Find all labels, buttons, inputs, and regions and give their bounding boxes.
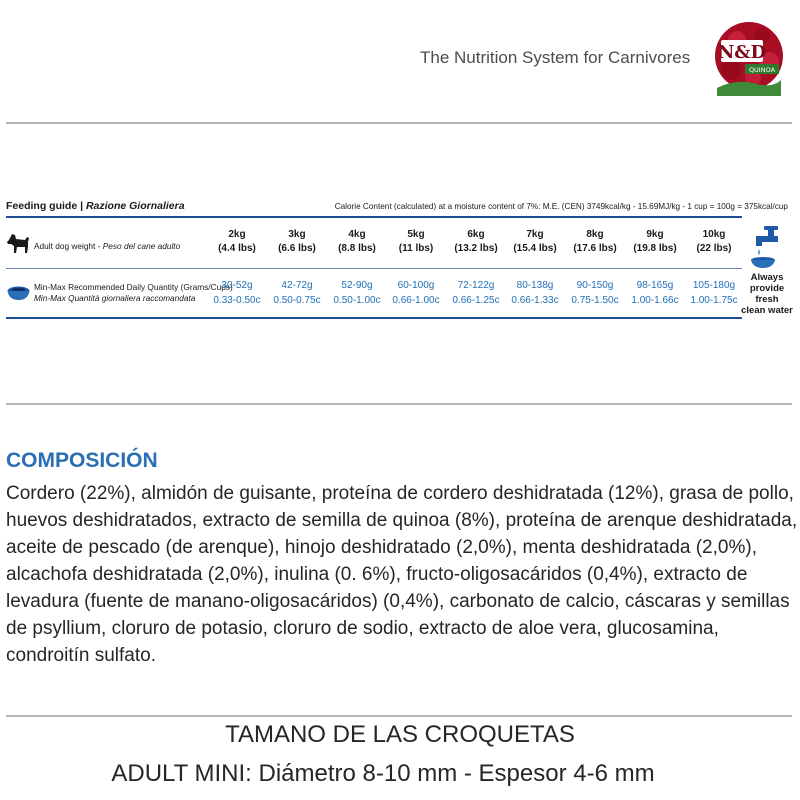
quantity-cell bbox=[207, 278, 267, 308]
quantity-grams: 90-150g bbox=[576, 280, 614, 291]
quantity-cups: 0.33-0.50c bbox=[213, 295, 261, 306]
weight-label-it: Peso del cane adulto bbox=[102, 241, 181, 251]
water-line: Always bbox=[750, 272, 784, 283]
quantity-cell bbox=[505, 278, 565, 308]
quantity-row-label bbox=[34, 282, 233, 304]
quantity-cell bbox=[267, 278, 327, 308]
weight-lbs: (6.6 lbs) bbox=[278, 243, 316, 254]
nd-quinoa-logo bbox=[707, 18, 785, 96]
divider bbox=[6, 122, 792, 124]
kibble-size-title: TAMANO DE LAS CROQUETAS bbox=[225, 721, 575, 748]
weight-kg: 4kg bbox=[348, 229, 366, 240]
weight-kg: 8kg bbox=[586, 229, 604, 240]
composition-title: COMPOSICIÓN bbox=[6, 449, 158, 472]
weight-kg: 10kg bbox=[702, 229, 726, 240]
weight-cell bbox=[267, 228, 327, 256]
quantity-grams: 98-165g bbox=[636, 280, 674, 291]
quantity-cups: 0.66-1.33c bbox=[511, 295, 559, 306]
weight-label-en: Adult dog weight bbox=[34, 241, 96, 251]
quantity-grams: 60-100g bbox=[397, 280, 435, 291]
table-rule bbox=[6, 268, 742, 269]
weight-cell bbox=[625, 228, 685, 256]
food-bowl-icon bbox=[6, 284, 31, 302]
weight-lbs: (13.2 lbs) bbox=[454, 243, 498, 254]
calorie-content: Calorie Content (calculated) at a moisture content of 7%: M.E. (CEN) 3749kcal/kg - 15.69MJ/kg - 1 cup = 100g = 375kcal/cup bbox=[334, 202, 788, 211]
weight-kg: 5kg bbox=[407, 229, 425, 240]
quantity-grams: 52-90g bbox=[341, 280, 373, 291]
water-line: clean water bbox=[741, 305, 793, 316]
kibble-size-value: ADULT MINI: Diámetro 8-10 mm - Espesor 4-6 mm bbox=[111, 760, 655, 787]
quantity-cups: 0.50-0.75c bbox=[273, 295, 321, 306]
qty-label-it: Min-Max Quantità giornaliera raccomandata bbox=[34, 293, 196, 303]
weight-lbs: (4.4 lbs) bbox=[218, 243, 256, 254]
svg-text:N&D: N&D bbox=[717, 42, 767, 63]
quantity-cell bbox=[327, 278, 387, 308]
quantity-cups: 0.50-1.00c bbox=[333, 295, 381, 306]
weight-lbs: (11 lbs) bbox=[398, 243, 434, 254]
weight-lbs: (22 lbs) bbox=[696, 243, 732, 254]
divider bbox=[6, 403, 792, 405]
weight-cell bbox=[446, 228, 506, 256]
quantity-cell bbox=[625, 278, 685, 308]
weight-lbs: (19.8 lbs) bbox=[633, 243, 677, 254]
quantity-cell bbox=[684, 278, 744, 308]
weight-kg: 9kg bbox=[646, 229, 664, 240]
weight-kg: 3kg bbox=[288, 229, 306, 240]
weight-lbs: (15.4 lbs) bbox=[513, 243, 557, 254]
quantity-cups: 0.75-1.50c bbox=[571, 295, 619, 306]
feeding-guide-title-en: Feeding guide bbox=[6, 200, 78, 212]
table-rule bbox=[6, 317, 742, 319]
quantity-cups: 1.00-1.66c bbox=[631, 295, 679, 306]
table-rule bbox=[6, 216, 742, 218]
weight-cell bbox=[684, 228, 744, 256]
weight-cell bbox=[327, 228, 387, 256]
quantity-cell bbox=[446, 278, 506, 308]
weight-cell bbox=[505, 228, 565, 256]
water-tap-icon bbox=[748, 224, 788, 270]
qty-label-en: Min-Max Recommended Daily Quantity (Grams/Cups) bbox=[34, 282, 233, 292]
quantity-cell bbox=[386, 278, 446, 308]
quantity-cell bbox=[565, 278, 625, 308]
weight-cell bbox=[386, 228, 446, 256]
quantity-grams: 30-52g bbox=[221, 280, 253, 291]
weight-lbs: (8.8 lbs) bbox=[338, 243, 376, 254]
quantity-cups: 0.66-1.25c bbox=[452, 295, 500, 306]
water-notice bbox=[739, 272, 795, 316]
dog-icon bbox=[6, 231, 31, 255]
weight-kg: 7kg bbox=[526, 229, 544, 240]
weight-lbs: (17.6 lbs) bbox=[573, 243, 617, 254]
quantity-grams: 80-138g bbox=[516, 280, 554, 291]
quantity-grams: 105-180g bbox=[692, 280, 736, 291]
composition-text: Cordero (22%), almidón de guisante, proteína de cordero deshidratada (12%), grasa de pollo, huevos deshidratados, extracto de semilla de quinoa (8%), proteína de arenque deshidratada, aceite de pescado (de arenque), hinojo deshidratado (2,0%), menta deshidratada (2,0%), alcachofa deshidratada (2,0%), inulina (0. 6%), fructo-oligosacáridos (0,4%), extracto de levadura (fuente de manano-oligosacáridos) (0,4%), carbonato de calcio, cáscaras y semillas de psyllium, cloruro de potasio, cloruro de sodio, extracto de aloe vera, glucosamina, condroitín sulfato. bbox=[6, 483, 798, 666]
divider bbox=[6, 715, 792, 717]
water-line: provide fresh bbox=[749, 283, 785, 305]
quantity-grams: 42-72g bbox=[281, 280, 313, 291]
quantity-cups: 1.00-1.75c bbox=[690, 295, 738, 306]
weight-cell bbox=[565, 228, 625, 256]
weight-kg: 2kg bbox=[228, 229, 246, 240]
feeding-guide-title-it: Razione Giornaliera bbox=[85, 200, 185, 212]
quantity-cups: 0.66-1.00c bbox=[392, 295, 440, 306]
weight-row-label: Adult dog weight - Peso del cane adulto bbox=[34, 241, 181, 251]
weight-kg: 6kg bbox=[467, 229, 485, 240]
feeding-guide-title: Feeding guide | Razione Giornaliera bbox=[6, 200, 185, 212]
brand-tagline: The Nutrition System for Carnivores bbox=[420, 48, 691, 67]
weight-cell bbox=[207, 228, 267, 256]
svg-text:QUINOA: QUINOA bbox=[748, 66, 776, 74]
quantity-grams: 72-122g bbox=[457, 280, 495, 291]
